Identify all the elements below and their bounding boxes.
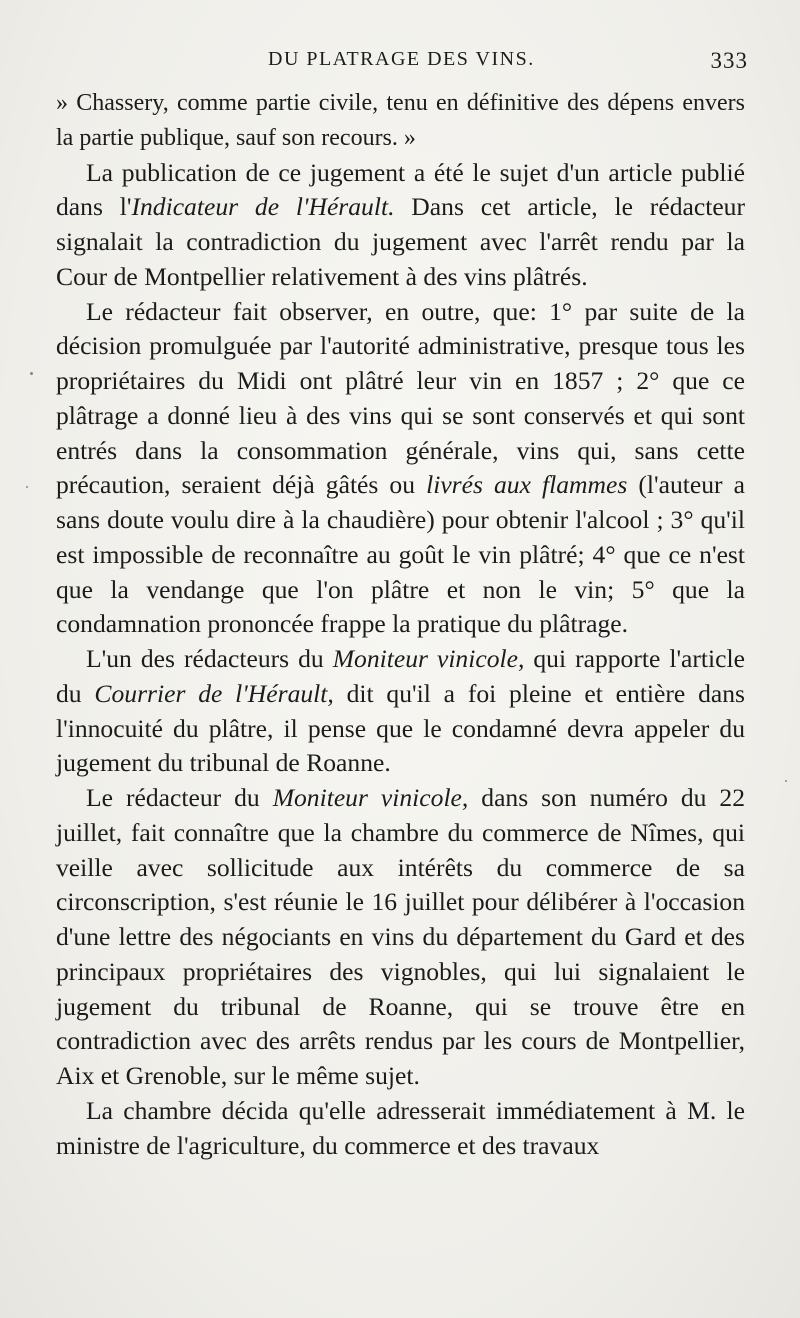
paragraph-5 bbox=[56, 781, 745, 1094]
paragraph-3-text-a: Le rédacteur fait observer, en outre, que: 1° par suite de la décision promulguée par l'autorité administrative, presque tous les propriétaires du Midi ont plâtré leur vin en 1857 ; 2° que ce plâtrage a donné lieu à des vins qui se sont conservés et qui sont entrés dans la consommation générale, vins qui, sans cette précaution, seraient déjà gâtés ou bbox=[56, 296, 745, 500]
paragraph-4-text-b: qui rapporte l'article du bbox=[56, 644, 745, 708]
running-head bbox=[60, 42, 748, 76]
paragraph-5-text-b: dans son numéro du 22 juillet, fait connaître que la chambre du commerce de Nîmes, qui veille avec sollicitude aux intérêts du commerce de sa circonscription, s'est réunie le 16 juillet pour délibérer à l'occasion d'une lettre des négociants en vins du département du Gard et des principaux propriétaires des vignobles, qui lui signalaient le jugement du tribunal de Roanne, qui se trouve être en contradiction avec des arrêts rendus par les cours de Montpellier, Aix et Grenoble, sur le même sujet. bbox=[56, 783, 745, 1090]
body-text bbox=[56, 86, 745, 1163]
print-speck bbox=[26, 486, 28, 488]
italic-phrase-livres-aux-flammes: livrés aux flammes bbox=[426, 470, 628, 500]
paragraph-4-text-a: L'un des rédacteurs du bbox=[86, 644, 333, 673]
paragraph-2-text-a: La publication de ce jugement a été le sujet d'un article publié dans l' bbox=[56, 157, 745, 222]
newspaper-title-moniteur: Moniteur vinicole, bbox=[272, 783, 469, 812]
paragraph-2-text-b: Dans cet article, le rédacteur signalait la contradiction du jugement avec l'arrêt rendu par la Cour de Montpellier relativement à des vins plâtrés. bbox=[56, 192, 745, 291]
paragraph-1-text: » Chassery, comme partie civile, tenu en définitive des dépens envers la partie publique, sauf son recours. » bbox=[56, 90, 745, 151]
paragraph-4 bbox=[56, 642, 745, 781]
paragraph-6 bbox=[56, 1094, 745, 1164]
paragraph-3-text-b: (l'auteur a sans doute voulu dire à la chaudière) pour obtenir l'alcool ; 3° qu'il est impossible de reconnaître au goût le vin plâtré; 4° que ce n'est que la vendange que l'on plâtre et non le vin; 5° que la condamnation prononcée frappe la pratique du plâtrage. bbox=[56, 470, 745, 639]
paragraph-1 bbox=[56, 86, 745, 156]
paragraph-6-text: La chambre décida qu'elle adresserait immédiatement à M. le ministre de l'agriculture, du commerce et des travaux bbox=[56, 1095, 745, 1160]
paragraph-2 bbox=[56, 156, 745, 295]
paragraph-4-text-c: dit qu'il a foi pleine et entière dans l'innocuité du plâtre, il pense que le condamné devra appeler du jugement du tribunal de Roanne. bbox=[56, 678, 745, 778]
newspaper-title-courrier: Courrier de l'Hérault, bbox=[94, 678, 334, 708]
page-number: 333 bbox=[710, 48, 748, 73]
paragraph-5-text-a: Le rédacteur du bbox=[86, 783, 273, 812]
print-speck bbox=[785, 780, 787, 782]
paragraph-3 bbox=[56, 295, 745, 643]
running-title: DU PLATRAGE DES VINS. bbox=[268, 48, 535, 70]
newspaper-title-indicateur: Indicateur de l'Hérault. bbox=[131, 192, 395, 222]
print-speck bbox=[30, 372, 33, 375]
newspaper-title-moniteur: Moniteur vinicole, bbox=[332, 644, 525, 673]
